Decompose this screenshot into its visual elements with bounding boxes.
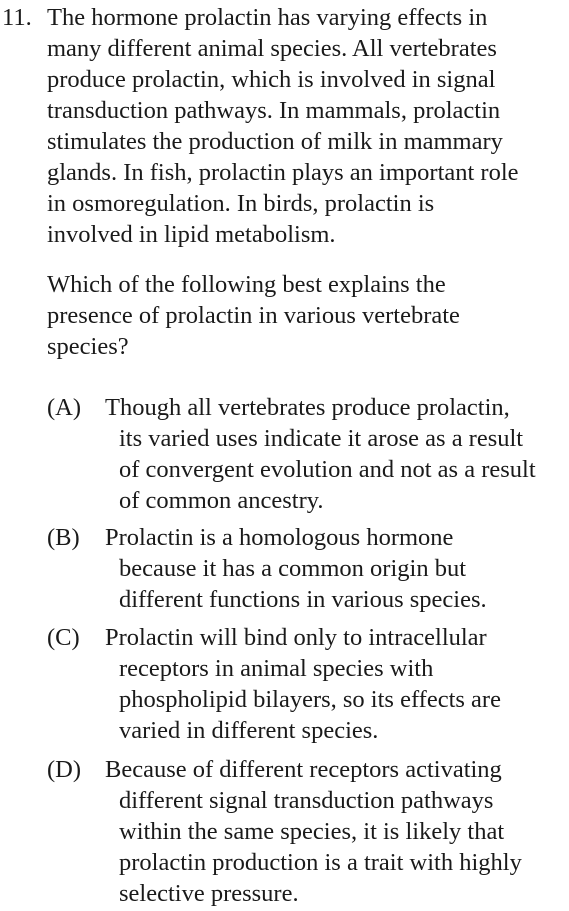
- stem-line: The hormone prolactin has varying effects in: [47, 4, 488, 31]
- choice-line: Because of different receptors activating: [105, 756, 502, 783]
- choice-line: Prolactin is a homologous hormone: [105, 524, 454, 551]
- choice-text: [105, 754, 567, 909]
- choice-line: Though all vertebrates produce prolactin,: [105, 394, 510, 421]
- choice-text: [105, 622, 567, 746]
- choice-line: within the same species, it is likely that: [119, 818, 505, 845]
- stem-line: many different animal species. All vertebrates: [47, 35, 497, 62]
- choice-line: of convergent evolution and not as a result: [119, 456, 536, 483]
- question-stem: [47, 2, 565, 250]
- choice-line: varied in different species.: [119, 717, 379, 744]
- choice-line: prolactin production is a trait with highly: [119, 849, 522, 876]
- choice-line: because it has a common origin but: [119, 555, 466, 582]
- question-number: 11.: [2, 4, 32, 31]
- stem-line: produce prolactin, which is involved in signal: [47, 66, 496, 93]
- choice-text: [105, 522, 567, 615]
- choice-line: phospholipid bilayers, so its effects are: [119, 686, 501, 713]
- choice-letter: (A): [47, 394, 82, 421]
- stem-line: involved in lipid metabolism.: [47, 221, 336, 248]
- question-prompt: [47, 269, 565, 362]
- choice-line: receptors in animal species with: [119, 655, 434, 682]
- stem-line: glands. In fish, prolactin plays an important role: [47, 159, 519, 186]
- stem-line: in osmoregulation. In birds, prolactin is: [47, 190, 435, 217]
- prompt-line: Which of the following best explains the: [47, 271, 446, 298]
- choice-line: different signal transduction pathways: [119, 787, 494, 814]
- choice-line: of common ancestry.: [119, 487, 324, 514]
- prompt-line: species?: [47, 333, 129, 360]
- choice-letter: (D): [47, 756, 82, 783]
- choice-text: [105, 392, 567, 516]
- stem-line: transduction pathways. In mammals, prolactin: [47, 97, 501, 124]
- choice-line: its varied uses indicate it arose as a result: [119, 425, 524, 452]
- prompt-line: presence of prolactin in various vertebrate: [47, 302, 460, 329]
- choice-line: selective pressure.: [119, 880, 299, 907]
- choice-line: different functions in various species.: [119, 586, 487, 613]
- stem-line: stimulates the production of milk in mammary: [47, 128, 503, 155]
- choice-letter: (B): [47, 524, 80, 551]
- choice-letter: (C): [47, 624, 80, 651]
- choice-line: Prolactin will bind only to intracellular: [105, 624, 487, 651]
